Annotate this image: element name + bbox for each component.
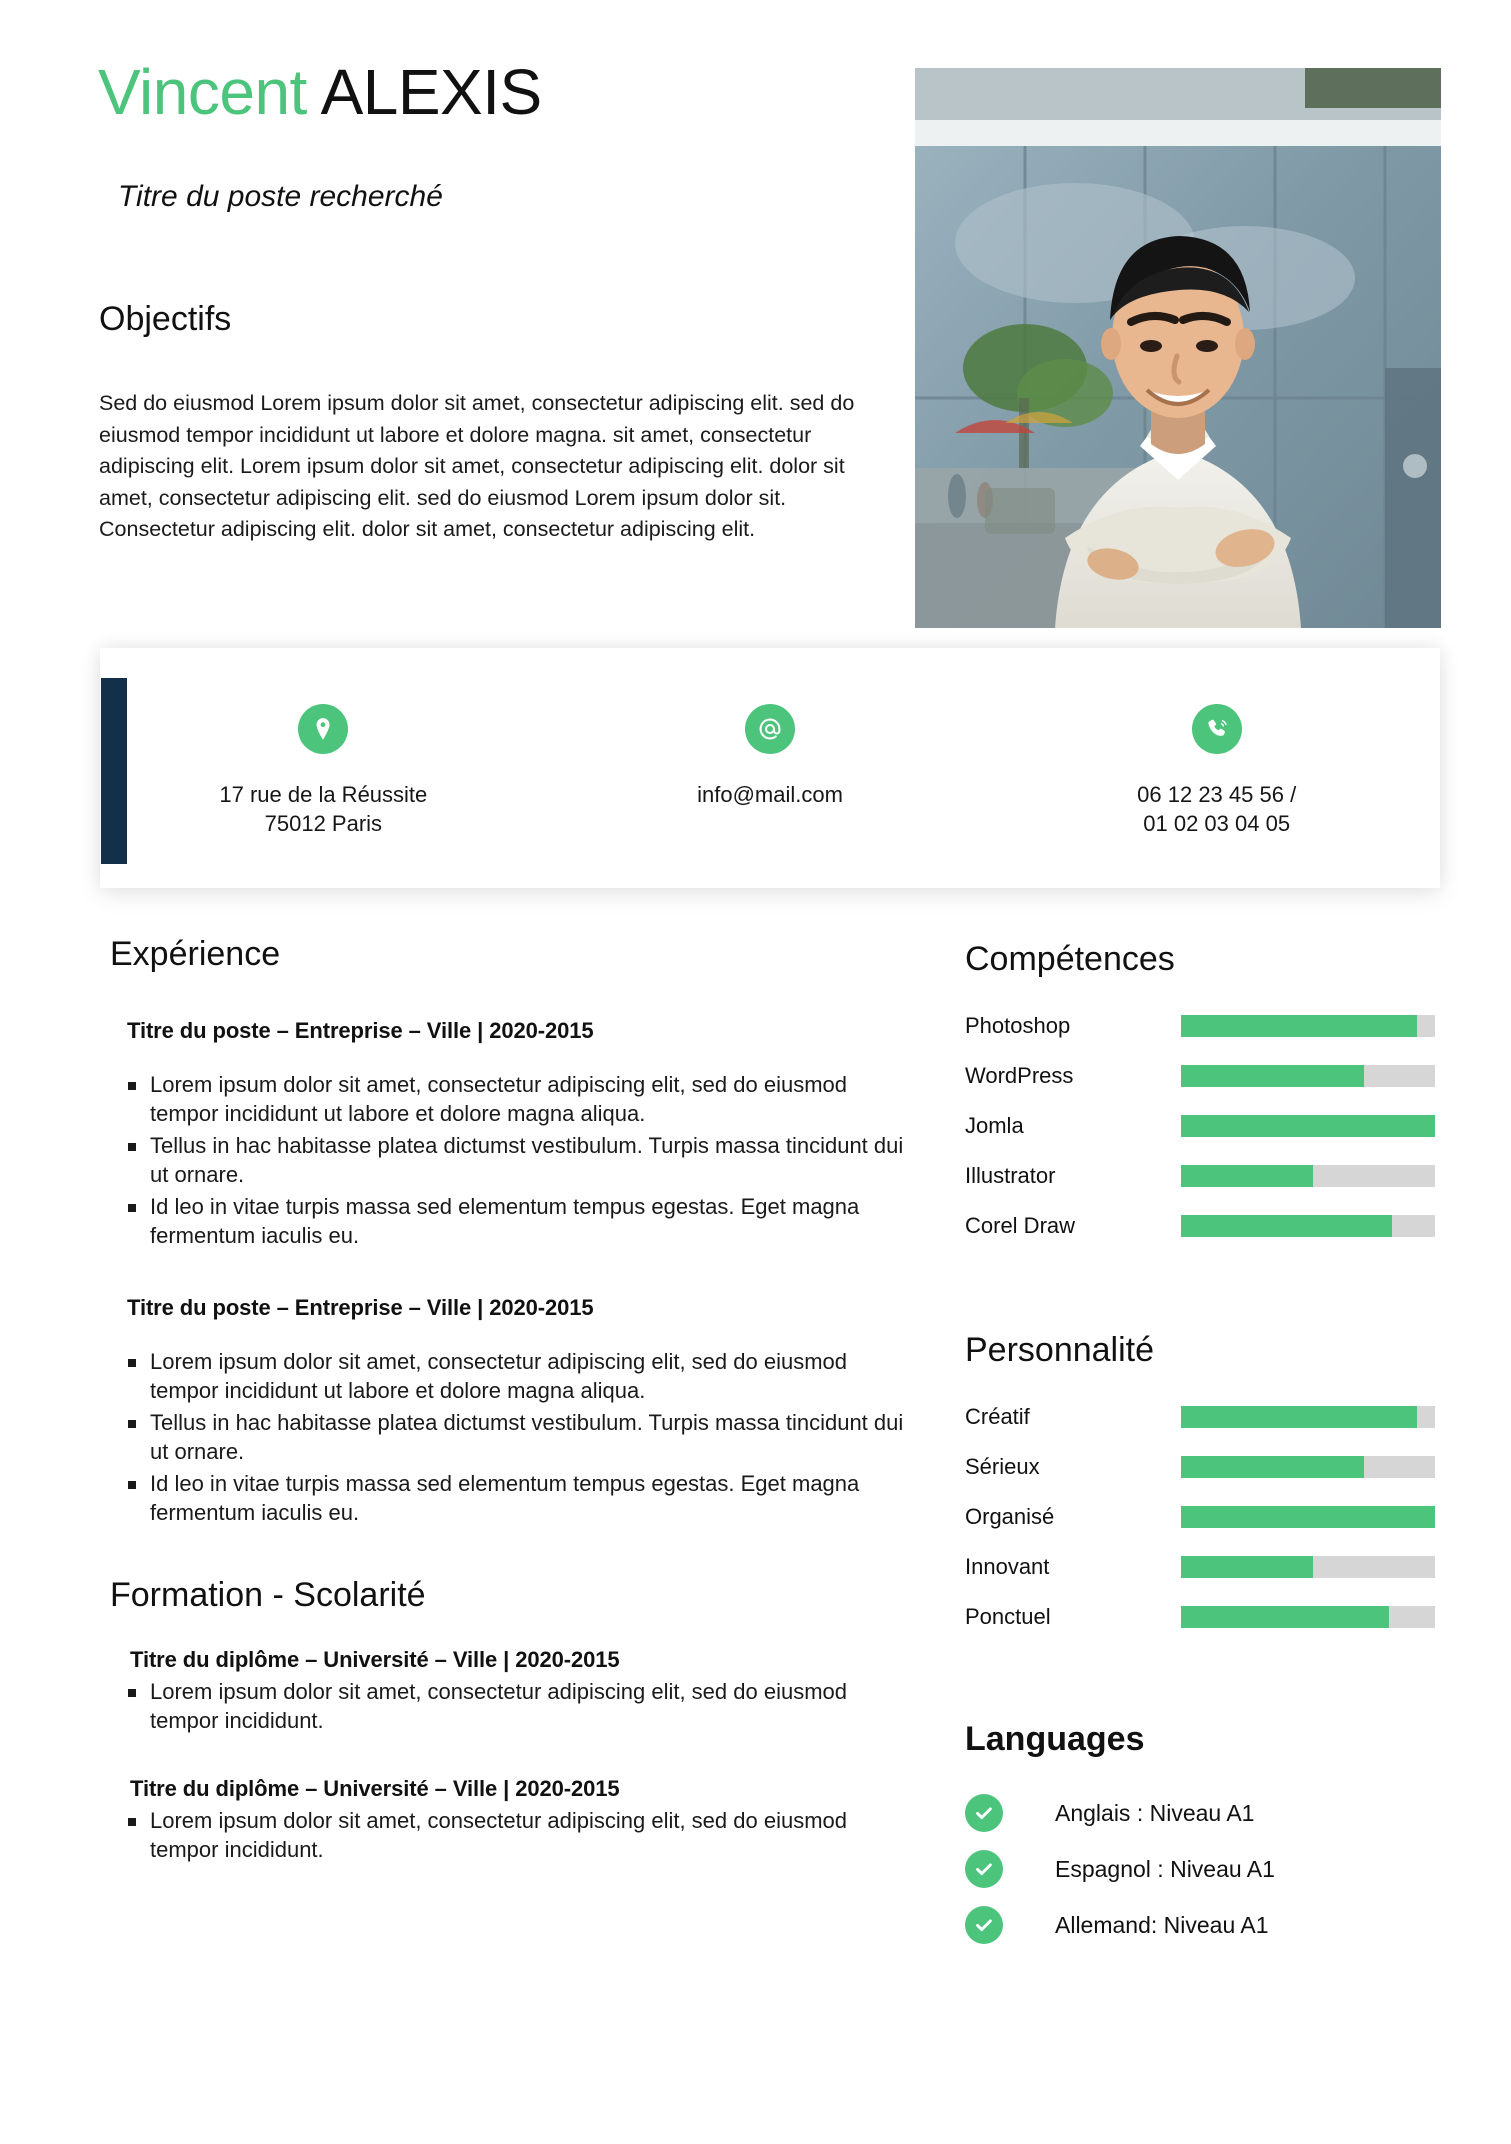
skill-track (1181, 1215, 1435, 1237)
phone-icon (1192, 704, 1242, 754)
job-title: Titre du poste recherché (118, 180, 443, 213)
page-title (98, 56, 542, 128)
skill-label: Corel Draw (965, 1213, 1076, 1238)
skill-fill (1181, 1165, 1313, 1187)
personality-row (965, 1442, 1435, 1492)
personality-track (1181, 1456, 1435, 1478)
contact-address (100, 678, 547, 839)
contact-bar (100, 678, 1440, 864)
skill-label: WordPress (965, 1063, 1074, 1088)
personality-track (1181, 1506, 1435, 1528)
formation-bullets (110, 1806, 910, 1865)
photo-illustration (915, 68, 1441, 628)
language-row (965, 1841, 1435, 1897)
languages-heading: Languages (965, 1720, 1145, 1758)
skill-track (1181, 1165, 1435, 1187)
personality-track (1181, 1556, 1435, 1578)
languages-list (965, 1785, 1435, 1953)
personality-track (1181, 1406, 1435, 1428)
address-line-2: 75012 Paris (264, 811, 383, 837)
personality-label: Sérieux (965, 1454, 1040, 1479)
language-row (965, 1785, 1435, 1841)
check-circle-icon (965, 1794, 1003, 1832)
experience-bullets (110, 1070, 910, 1251)
skills-heading: Compétences (965, 940, 1175, 978)
phone-line-1: 06 12 23 45 56 / (1137, 782, 1297, 807)
profile-photo (915, 68, 1441, 628)
personality-fill (1181, 1556, 1313, 1578)
formation-entry (110, 1647, 910, 1736)
skill-track (1181, 1115, 1435, 1137)
personality-label: Innovant (965, 1554, 1050, 1579)
objectives-text: Sed do eiusmod Lorem ipsum dolor sit amet, consectetur adipiscing elit. sed do eiusmod tempor incididunt ut labore et dolore magna. sit amet, consectetur adipiscing elit. Lorem ipsum dolor sit amet, consectetur adipiscing elit. dolor sit amet, consectetur adipiscing elit. sed do eiusmod Lorem ipsum dolor sit. Consectetur adipiscing elit. dolor sit amet, consectetur adipiscing elit. (99, 391, 855, 542)
skill-row (965, 1101, 1435, 1151)
skill-row (965, 1151, 1435, 1201)
skill-fill (1181, 1015, 1417, 1037)
check-circle-icon (965, 1906, 1003, 1944)
language-label: Espagnol : Niveau A1 (1055, 1855, 1275, 1882)
header (0, 0, 1511, 660)
personality-fill (1181, 1506, 1435, 1528)
at-sign-icon (745, 704, 795, 754)
language-label: Anglais : Niveau A1 (1055, 1799, 1255, 1826)
skill-track (1181, 1015, 1435, 1037)
formation-entry-title: Titre du diplôme – Université – Ville | 2020-2015 (130, 1775, 620, 1801)
personality-track (1181, 1606, 1435, 1628)
experience-entry-title: Titre du poste – Entreprise – Ville | 2020-2015 (127, 1018, 594, 1043)
skill-fill (1181, 1215, 1392, 1237)
objectives-heading: Objectifs (99, 300, 232, 338)
last-name: ALEXIS (320, 56, 542, 128)
main-left-column (110, 935, 910, 1865)
list-item: Lorem ipsum dolor sit amet, consectetur adipiscing elit, sed do eiusmod tempor incididunt. (110, 1806, 910, 1865)
skills-bar-list (965, 1001, 1435, 1251)
list-item: Lorem ipsum dolor sit amet, consectetur adipiscing elit, sed do eiusmod tempor incididunt. (110, 1677, 910, 1736)
list-item: Tellus in hac habitasse platea dictumst vestibulum. Turpis massa tincidunt dui ut ornare. (110, 1408, 910, 1467)
language-label: Allemand: Niveau A1 (1055, 1911, 1269, 1938)
skill-label: Photoshop (965, 1013, 1071, 1038)
personality-row (965, 1592, 1435, 1642)
check-circle-icon (965, 1850, 1003, 1888)
formation-entry-title: Titre du diplôme – Université – Ville | 2020-2015 (130, 1646, 620, 1672)
email-value[interactable]: info@mail.com (697, 782, 843, 807)
contact-accent-bar (101, 678, 127, 864)
formation-heading: Formation - Scolarité (110, 1575, 426, 1614)
list-item: Lorem ipsum dolor sit amet, consectetur adipiscing elit, sed do eiusmod tempor incididunt ut labore et dolore magna aliqua. (110, 1070, 910, 1129)
list-item: Id leo in vitae turpis massa sed elementum tempus egestas. Eget magna fermentum iaculis eu. (110, 1192, 910, 1251)
contact-phone (993, 678, 1440, 839)
skill-fill (1181, 1115, 1435, 1137)
personality-row (965, 1392, 1435, 1442)
list-item: Id leo in vitae turpis massa sed elementum tempus egestas. Eget magna fermentum iaculis eu. (110, 1469, 910, 1528)
experience-entry-title: Titre du poste – Entreprise – Ville | 2020-2015 (127, 1294, 594, 1320)
skill-label: Illustrator (965, 1163, 1056, 1188)
experience-entry (110, 1018, 910, 1251)
personality-fill (1181, 1406, 1417, 1428)
personality-fill (1181, 1456, 1364, 1478)
contact-email[interactable] (547, 678, 994, 809)
skill-row (965, 1051, 1435, 1101)
phone-line-2: 01 02 03 04 05 (1143, 811, 1291, 837)
personality-row (965, 1542, 1435, 1592)
personality-fill (1181, 1606, 1389, 1628)
skill-label: Jomla (965, 1113, 1024, 1138)
skill-track (1181, 1065, 1435, 1087)
personality-heading: Personnalité (965, 1331, 1155, 1369)
experience-heading: Expérience (110, 935, 281, 973)
skill-row (965, 1201, 1435, 1251)
personality-label: Organisé (965, 1504, 1055, 1529)
list-item: Lorem ipsum dolor sit amet, consectetur adipiscing elit, sed do eiusmod tempor incididunt ut labore et dolore magna aliqua. (110, 1347, 910, 1406)
skill-row (965, 1001, 1435, 1051)
location-pin-icon (298, 704, 348, 754)
personality-row (965, 1492, 1435, 1542)
language-row (965, 1897, 1435, 1953)
experience-entry (110, 1295, 910, 1528)
list-item: Tellus in hac habitasse platea dictumst vestibulum. Turpis massa tincidunt dui ut ornare. (110, 1131, 910, 1190)
personality-bar-list (965, 1392, 1435, 1642)
skill-fill (1181, 1065, 1364, 1087)
main-right-column (965, 940, 1435, 1953)
experience-bullets (110, 1347, 910, 1528)
formation-bullets (110, 1677, 910, 1736)
address-line-1: 17 rue de la Réussite (219, 782, 428, 807)
formation-entry (110, 1776, 910, 1865)
personality-label: Créatif (965, 1404, 1030, 1429)
personality-label: Ponctuel (965, 1604, 1051, 1629)
first-name: Vincent (98, 56, 307, 128)
